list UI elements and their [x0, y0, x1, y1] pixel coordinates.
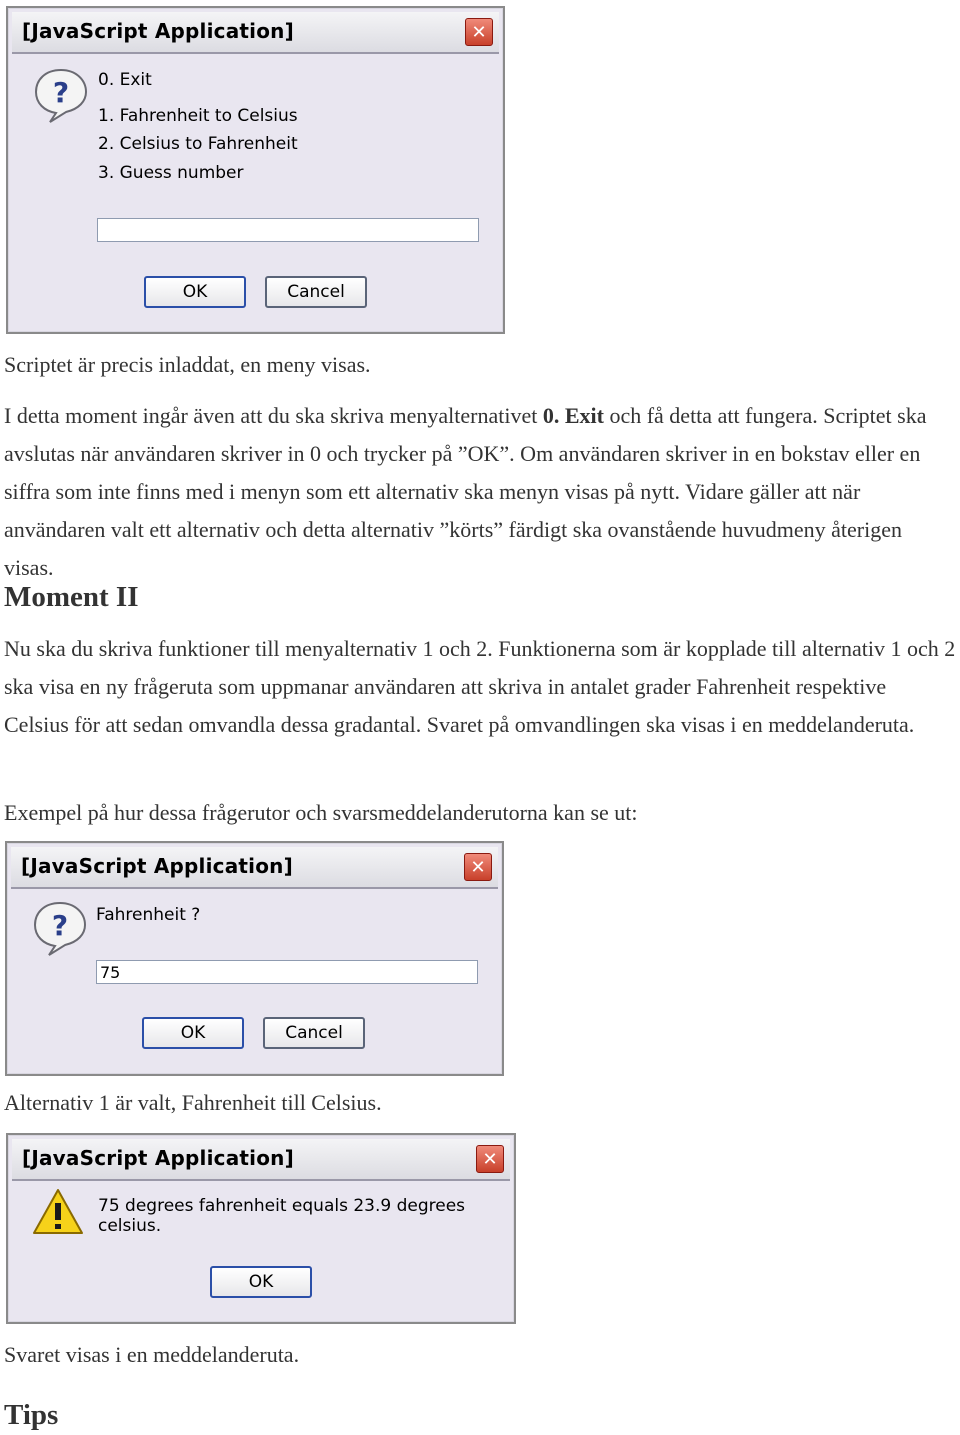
dialog-title: [JavaScript Application]: [22, 1146, 294, 1170]
heading-moment-ii: Moment II: [4, 581, 139, 613]
fahrenheit-prompt-dialog: [5, 841, 504, 1076]
paragraph-example-intro: Exempel på hur dessa frågerutor och svarsmeddelanderutorna kan se ut:: [4, 800, 638, 825]
cancel-button[interactable]: Cancel: [265, 276, 367, 308]
prompt-input[interactable]: [97, 218, 479, 242]
caption-fahrenheit: Alternativ 1 är valt, Fahrenheit till Celsius.: [4, 1090, 382, 1115]
question-icon: [31, 899, 89, 957]
caption-menu: Scriptet är precis inladdat, en meny visas.: [4, 352, 371, 377]
ok-button[interactable]: OK: [142, 1017, 244, 1049]
prompt-label: Fahrenheit ?: [96, 905, 201, 925]
menu-item-c-to-f: 2. Celsius to Fahrenheit: [98, 134, 298, 154]
heading-tips: Tips: [4, 1399, 59, 1431]
cancel-button[interactable]: Cancel: [263, 1017, 365, 1049]
menu-item-exit: 0. Exit: [98, 70, 152, 90]
dialog-titlebar: [11, 847, 498, 889]
menu-item-f-to-c: 1. Fahrenheit to Celsius: [98, 106, 298, 126]
menu-item-guess: 3. Guess number: [98, 163, 244, 183]
menu-prompt-dialog: [6, 6, 505, 334]
close-icon[interactable]: ✕: [476, 1145, 504, 1173]
ok-button[interactable]: OK: [210, 1266, 312, 1298]
dialog-title: [JavaScript Application]: [21, 854, 293, 878]
close-icon[interactable]: ✕: [464, 853, 492, 881]
alert-message: 75 degrees fahrenheit equals 23.9 degrees celsius.: [98, 1196, 466, 1236]
svg-text:?: ?: [51, 909, 69, 942]
paragraph-text-bold: 0. Exit: [542, 403, 604, 428]
paragraph-moment-ii: Nu ska du skriva funktioner till menyalternativ 1 och 2. Funktionerna som är kopplade till alternativ 1 och 2 ska visa en ny frågeruta som uppmanar användaren att skriva in antalet grader Fahrenheit respektive Celsius för att sedan omvandla dessa gradantal. Svaret på omvandlingen ska visas i en meddelanderuta.: [4, 636, 956, 737]
warning-icon: [32, 1187, 84, 1237]
caption-result: Svaret visas i en meddelanderuta.: [4, 1342, 300, 1367]
dialog-title: [JavaScript Application]: [22, 19, 294, 43]
question-icon: [32, 66, 90, 124]
paragraph-text-pre: I detta moment ingår även att du ska skriva menyalternativet: [4, 403, 543, 428]
svg-text:?: ?: [52, 76, 70, 109]
result-alert-dialog: [6, 1133, 516, 1324]
paragraph-text-post: och få detta att fungera. Scriptet ska avslutas när användaren skriver in 0 och trycker på ”OK”. Om användaren skriver in en bokstav eller en siffra som inte finns med i menyn som ett alternativ ska menyn visas på nytt. Vidare gäller att när användaren valt ett alternativ och detta alternativ ”körts” färdigt ska ovanstående huvudmeny återigen visas.: [4, 403, 927, 580]
close-icon[interactable]: ✕: [465, 18, 493, 46]
ok-button[interactable]: OK: [144, 276, 246, 308]
prompt-input[interactable]: 75: [96, 960, 478, 984]
dialog-titlebar: [12, 1139, 510, 1181]
dialog-titlebar: [12, 12, 499, 54]
paragraph-moment-intro: [4, 397, 956, 587]
